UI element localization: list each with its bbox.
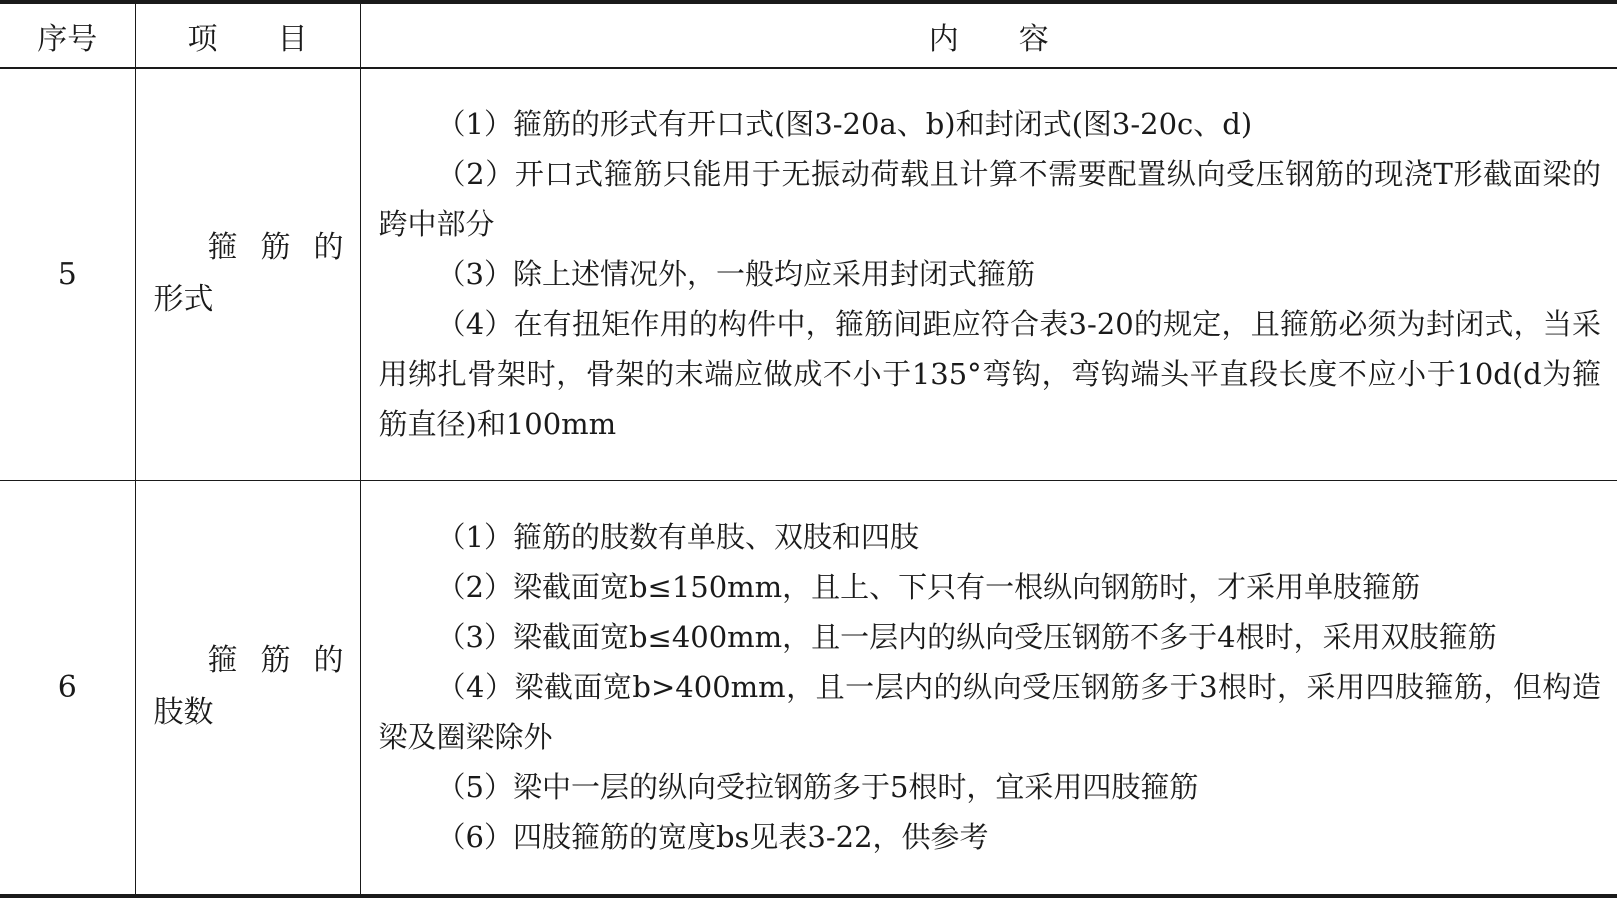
row-serial-number: 5 bbox=[0, 68, 135, 480]
content-paragraph: （6）四肢箍筋的宽度bs见表3-22，供参考 bbox=[436, 820, 989, 855]
content-paragraph: （3）梁截面宽b≤400mm，且一层内的纵向受压钢筋不多于4根时，采用双肢箍筋 bbox=[436, 620, 1497, 655]
row-item-cell bbox=[135, 480, 360, 896]
content-paragraph: （3）除上述情况外，一般均应采用封闭式箍筋 bbox=[436, 257, 1035, 292]
header-content: 内 容 bbox=[360, 2, 1617, 68]
row-item-line2: 形式 bbox=[153, 282, 214, 318]
row-item-line1: 箍筋的 bbox=[207, 230, 344, 266]
table-header-row bbox=[0, 2, 1617, 68]
content-paragraph: （1）箍筋的肢数有单肢、双肢和四肢 bbox=[436, 520, 919, 555]
row-content-cell bbox=[360, 480, 1617, 896]
content-paragraph: （2）开口式箍筋只能用于无振动荷载且计算不需要配置纵向受压钢筋的现浇T形截面梁的跨中部分 bbox=[378, 157, 1601, 242]
content-paragraph: （1）箍筋的形式有开口式(图3-20a、b)和封闭式(图3-20c、d) bbox=[436, 107, 1253, 142]
table-row bbox=[0, 480, 1617, 896]
content-paragraph: （4）在有扭矩作用的构件中，箍筋间距应符合表3-20的规定，且箍筋必须为封闭式，当采用绑扎骨架时，骨架的末端应做成不小于135°弯钩，弯钩端头平直段长度不应小于10d(d为箍筋直径)和100mm bbox=[378, 307, 1601, 442]
row-item-line2: 肢数 bbox=[153, 695, 214, 731]
row-content-cell bbox=[360, 68, 1617, 480]
header-item: 项 目 bbox=[135, 2, 360, 68]
content-paragraph: （4）梁截面宽b>400mm，且一层内的纵向受压钢筋多于3根时，采用四肢箍筋，但构造梁及圈梁除外 bbox=[378, 670, 1601, 755]
row-item-cell bbox=[135, 68, 360, 480]
table-row bbox=[0, 68, 1617, 480]
content-paragraph: （2）梁截面宽b≤150mm，且上、下只有一根纵向钢筋时，才采用单肢箍筋 bbox=[436, 570, 1421, 605]
row-item-line1: 箍筋的 bbox=[207, 643, 344, 679]
content-paragraph: （5）梁中一层的纵向受拉钢筋多于5根时，宜采用四肢箍筋 bbox=[436, 770, 1199, 805]
row-serial-number: 6 bbox=[0, 480, 135, 896]
header-serial-number: 序号 bbox=[0, 2, 135, 68]
